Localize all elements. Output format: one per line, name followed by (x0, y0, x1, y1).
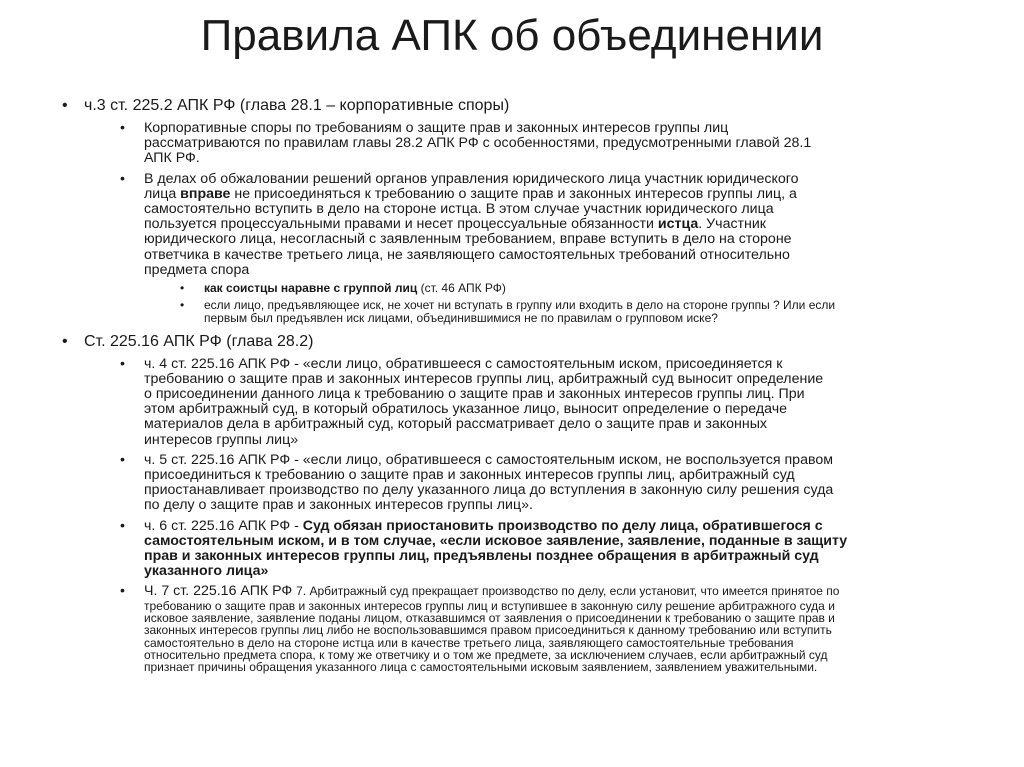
text-fragment: ч. 6 ст. 225.16 АПК РФ - (144, 517, 303, 534)
text-line: рассматриваются по правилам главы 28.2 АПК РФ с особенностями, предусмотренными главой 28.1 (144, 135, 812, 152)
text-line: этом арбитражный суд, в который обратилось указанное лицо, выносит определение о передаче (144, 401, 788, 418)
text-line: предмета спора (144, 261, 250, 278)
section-2-item-3 (120, 519, 978, 580)
text-line: по делу о защите прав и законных интересов группы лиц». (144, 497, 533, 514)
section-2-item-2 (120, 453, 978, 514)
small-line: законных интересов группы лиц либо не воспользовавшимся правом присоединиться к данному требованию или вступить (144, 623, 832, 638)
section-1-item-2 (120, 172, 978, 326)
text-fragment: . Участник (698, 216, 767, 233)
text-line: ответчика в качестве третьего лица, не заявляющего самостоятельных требований относительно (144, 246, 790, 263)
text-line: самостоятельно вступить в дело на стороне истца. В этом случае участник юридического лица (144, 201, 774, 218)
text-line: • ч. 5 ст. 225.16 АПК РФ - «если лицо, обратившееся с самостоятельным иском, не воспользуется правом (144, 451, 833, 468)
text-line (144, 519, 978, 534)
section-1-item-1 (120, 121, 978, 167)
text-line: интересов группы лиц» (144, 431, 299, 448)
text-fragment: Ч. 7 ст. 225.16 АПК РФ (144, 583, 297, 600)
section-1-items (84, 121, 978, 326)
section-2-item-1 (120, 357, 978, 448)
subitem-co-plaintiffs (180, 282, 978, 295)
small-line: относительно предмета спора, к тому же ответчику и о том же предмете, за исключением случаев, если арбитражный суд (144, 647, 828, 662)
text-line (144, 187, 978, 202)
text-line: первым был предъявлен иск лицами, объединившимися не по правилам о групповом иске? (204, 311, 718, 326)
bold-line: указанного лица» (144, 563, 269, 580)
text-line: • В делах об обжаловании решений органов управления юридического лица участник юридического (144, 170, 799, 187)
bold-line: прав и законных интересов группы лиц, предъявлены позднее обращения в арбитражный суд (144, 548, 819, 565)
bold-fragment: вправе (180, 185, 231, 202)
text-line (144, 217, 978, 232)
bullet-list (62, 96, 978, 673)
text-fragment: не присоединяться к требованию о защите прав и законных интересов группы лиц, а (230, 185, 797, 202)
section-2-items (84, 357, 978, 674)
small-line: исковое заявление, заявление поданы лицом, отказавшимся от заявления о присоединении к требованию о защите прав и (144, 610, 835, 625)
text-fragment: пользуется процессуальными правами и несет процессуальные обязанности (144, 216, 658, 233)
section-2-item-4 (120, 584, 978, 673)
text-line (144, 584, 978, 599)
section-1-subitems (144, 282, 978, 326)
section-1-heading: ч.3 ст. 225.2 АПК РФ (глава 28.1 – корпоративные споры) (84, 97, 510, 114)
slide-title: Правила АПК об объединении (200, 11, 824, 60)
text-line: присоединиться к требованию о защите прав и законных интересов группы лиц, арбитражный суд (144, 467, 795, 484)
small-fragment: 7. Арбитражный суд прекращает производство по делу, если установит, что имеется принятое по (296, 584, 840, 599)
text-line: юридического лица, несогласный с заявленным требованием, вправе вступить в дело на стороне (144, 231, 792, 248)
text-line: требованию о защите прав и законных интересов группы лиц, арбитражный суд выносит определение (144, 370, 824, 387)
bold-line: самостоятельным иском, и в том случае, «если исковое заявление, заявление, поданные в защиту (144, 532, 848, 549)
subitem-question (180, 299, 978, 325)
text-line: • Корпоративные споры по требованиям о защите прав и законных интересов группы лиц (144, 120, 729, 136)
text-line: материалов дела в арбитражный суд, который рассматривает дело о защите прав и законных (144, 416, 767, 433)
text-line: • если лицо, предъявляющее иск, не хочет ни вступать в группу или входить в дело на стороне группы ? Или если (204, 298, 836, 313)
text-line: о присоединении данного лица к требованию о защите прав и законных интересов группы лиц. При (144, 386, 805, 403)
section-1 (62, 96, 978, 326)
text-fragment: (ст. 46 АПК РФ) (417, 281, 506, 296)
slide-body (62, 96, 978, 679)
small-line: признает причины обращения указанного лица с самостоятельными исковым заявлением, заявлением уважительными. (144, 660, 818, 675)
bold-fragment: истца (657, 216, 699, 233)
small-line: требованию о защите прав и законных интересов группы лиц и вступившее в законную силу решение арбитражного суда и (144, 598, 835, 613)
text-line: • ч. 4 ст. 225.16 АПК РФ - «если лицо, обратившееся с самостоятельным иском, присоединяется к (144, 355, 783, 372)
text-line: приостанавливает производство по делу указанного лица до вступления в законную силу решения суда (144, 482, 834, 499)
section-2-heading: Ст. 225.16 АПК РФ (глава 28.2) (84, 332, 314, 350)
section-2 (62, 332, 978, 674)
bold-fragment: как соистцы наравне с группой лиц (204, 281, 418, 296)
bold-fragment: Суд обязан приостановить производство по делу лица, обратившегося с (302, 517, 823, 534)
small-line: самостоятельно в дело на стороне истца или в качестве третьего лица, заявляющего самостоятельные требования (144, 635, 794, 650)
text-line: АПК РФ. (144, 150, 200, 167)
text-fragment: лица (144, 185, 181, 202)
